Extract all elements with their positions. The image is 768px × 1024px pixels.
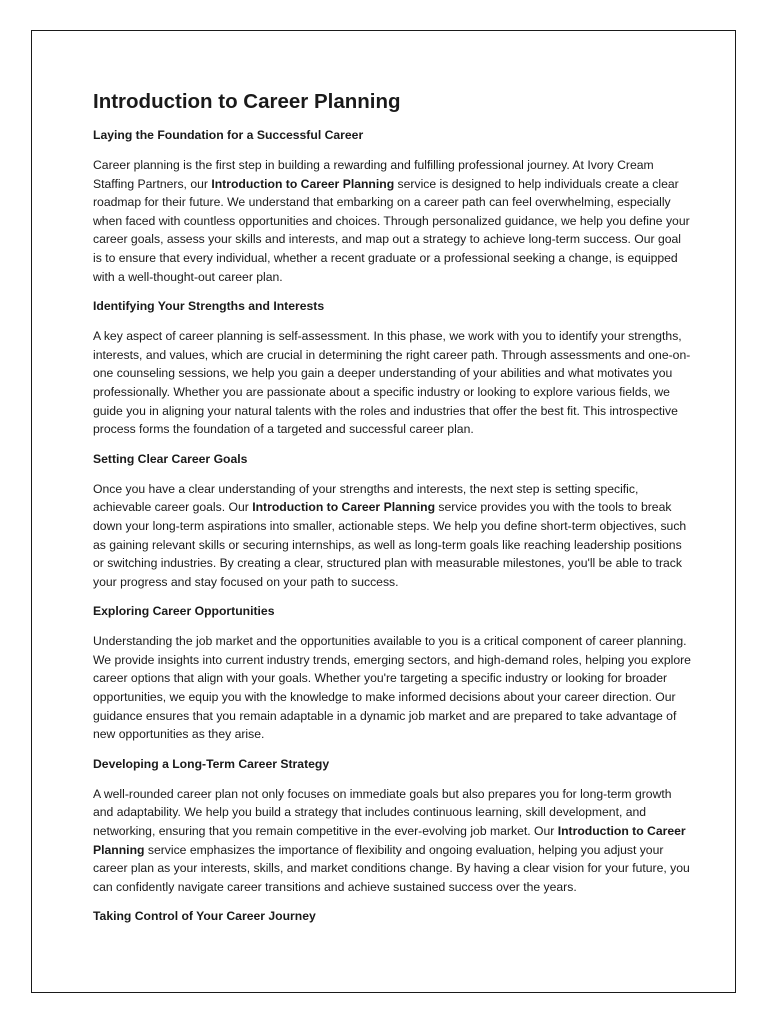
service-name-bold: Introduction to Career Planning [252,500,436,515]
section-heading: Laying the Foundation for a Successful Career [93,128,364,142]
section-heading: Taking Control of Your Career Journey [93,909,316,924]
section-goals [93,451,691,592]
service-name-bold: Introduction to Career Planning [93,824,686,857]
document-page [31,30,736,993]
section-heading: Developing a Long-Term Career Strategy [93,756,330,771]
text-run: Understanding the job market and the opportunities available to you is a critical component of career planning. We provide insights into current industry trends, emerging sectors, and high-demand roles, helping you explore career options that align with your goals. Whether you're targeting a specific industry or looking for broader opportunities, we equip you with the knowledge to make informed decisions about your career direction. Our guidance ensures that you remain adaptable in a dynamic job market and are prepared to take advantage of new opportunities as they arise. [93,634,691,742]
section-paragraph [93,785,691,897]
section-strengths [93,298,691,439]
text-run: service is designed to help individuals create a clear roadmap for their future. We understand that embarking on a career path can feel overwhelming, especially when faced with countless opportunities and choices. Through personalized guidance, we help you define your career goals, assess your skills and interests, and map out a strategy to achieve long-term success. Our goal is to ensure that every individual, whether a recent graduate or a professional seeking a change, is equipped with a well-thought-out career plan. [93,176,690,284]
text-run: A well-rounded career plan not only focuses on immediate goals but also prepares you for long-term growth and adaptability. We help you build a strategy that includes continuous learning, skill development, and networking, ensuring that you remain competitive in the ever-evolving job market. Our [93,786,672,839]
section-heading: Setting Clear Career Goals [93,451,248,466]
section-heading: Identifying Your Strengths and Interests [93,299,325,314]
section-paragraph [93,156,691,286]
section-control [93,908,691,925]
section-paragraph [93,480,691,592]
section-heading: Exploring Career Opportunities [93,604,275,619]
document-title: Introduction to Career Planning [93,90,401,113]
document-body [93,89,691,937]
service-name-bold: Introduction to Career Planning [211,176,395,191]
section-paragraph [93,632,691,744]
section-opportunities [93,603,691,744]
section-paragraph [93,327,691,439]
text-run: A key aspect of career planning is self-assessment. In this phase, we work with you to identify your strengths, interests, and values, which are crucial in determining the right career path. Through assessments and one-on-one counseling sessions, we help you gain a deeper understanding of your abilities and what motivates you professionally. Whether you are passionate about a specific industry or looking to explore various fields, we guide you in aligning your natural talents with the roles and industries that offer the best fit. This introspective process forms the foundation of a targeted and successful career plan. [93,329,691,437]
text-run: service emphasizes the importance of flexibility and ongoing evaluation, helping you adjust your career plan as your interests, skills, and market conditions change. By having a clear vision for your future, you can confidently navigate career transitions and achieve sustained success over the years. [93,842,690,894]
text-run: Once you have a clear understanding of your strengths and interests, the next step is setting specific, achievable career goals. Our [93,481,639,515]
section-foundation [93,127,691,286]
section-strategy [93,756,691,897]
text-run: service provides you with the tools to break down your long-term aspirations into smaller, actionable steps. We help you define short-term objectives, such as gaining relevant skills or securing internships, as well as long-term goals like reaching leadership positions or switching industries. By creating a clear, structured plan with measurable milestones, you'll be able to track your progress and stay focused on your path to success. [93,500,687,589]
text-run: Career planning is the first step in building a rewarding and fulfilling professional journey. At Ivory Cream Staffing Partners, our [93,158,654,191]
